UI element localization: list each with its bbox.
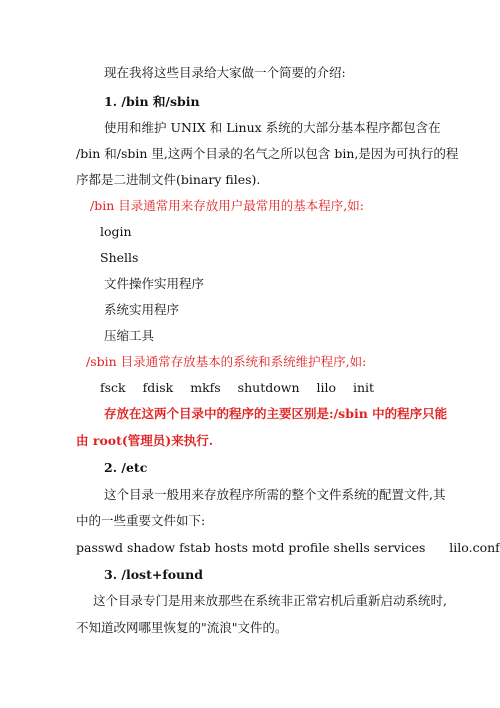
sbin-cmd-fsck: fsck (100, 380, 126, 395)
sbin-note: /sbin 目录通常存放基本的系统和系统维护程序,如: (86, 354, 367, 369)
section-2-para-line-2: 中的一些重要文件如下: (76, 513, 206, 528)
section-2-para-line-1: 这个目录一般用来存放程序所需的整个文件系统的配置文件,其 (104, 487, 446, 502)
sbin-cmd-mkfs: mkfs (190, 380, 221, 395)
section-1-para-line-1: 使用和维护 UNIX 和 Linux 系统的大部分基本程序都包含在 (104, 120, 441, 135)
sbin-commands (100, 379, 374, 397)
section-3-para-line-1: 这个目录专门是用来放那些在系统非正常宕机后重新启动系统时, (93, 593, 447, 608)
etc-file-list: passwd shadow fstab hosts motd profile shells services lilo.conf (76, 540, 500, 555)
intro-text: 现在我将这些目录给大家做一个简要的介绍: (104, 65, 346, 80)
section-2-heading: 2. /etc (104, 460, 148, 475)
section-1-para-line-3: 序都是二进制文件(binary files). (76, 172, 261, 187)
bin-item-file-utils: 文件操作实用程序 (104, 276, 205, 291)
bin-item-compression: 压缩工具 (104, 328, 155, 343)
sbin-cmd-shutdown: shutdown (237, 380, 300, 395)
bin-item-login: login (100, 224, 132, 239)
sbin-cmd-lilo: lilo (316, 380, 337, 395)
difference-note-line-2: 由 root(管理员)来执行. (76, 433, 214, 448)
bin-note: /bin 目录通常用来存放用户最常用的基本程序,如: (90, 198, 364, 213)
sbin-cmd-fdisk: fdisk (142, 380, 174, 395)
section-3-para-line-2: 不知道改网哪里恢复的"流浪"文件的。 (76, 620, 288, 635)
section-3-heading: 3. /lost+found (104, 567, 203, 582)
sbin-cmd-init: init (353, 380, 375, 395)
difference-note-line-1: 存放在这两个目录中的程序的主要区别是:/sbin 中的程序只能 (104, 406, 448, 421)
bin-item-shells: Shells (100, 250, 139, 265)
section-1-para-line-2: /bin 和/sbin 里,这两个目录的名气之所以包含 bin,是因为可执行的程 (76, 146, 459, 161)
section-1-heading: 1. /bin 和/sbin (104, 94, 200, 109)
bin-item-system-utils: 系统实用程序 (104, 302, 180, 317)
